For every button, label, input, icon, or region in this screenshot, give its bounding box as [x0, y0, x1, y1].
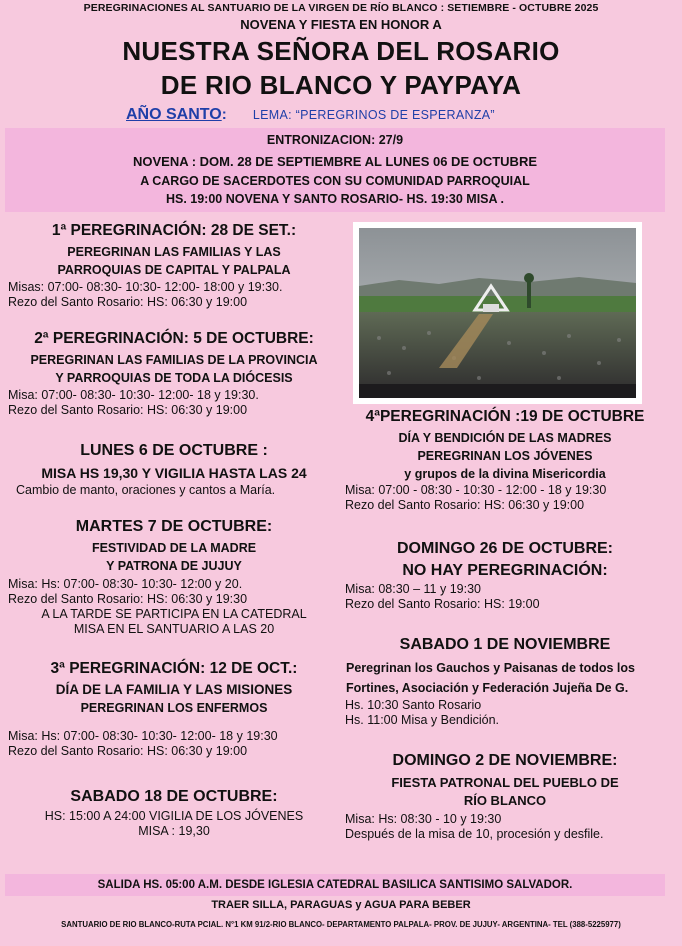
sabado-1-sub1: Peregrinan los Gauchos y Paisanas de todos los	[346, 661, 635, 675]
pilgrimage-4	[345, 408, 665, 513]
domingo-2-sub2: RÍO BLANCO	[463, 793, 547, 808]
pilgrimage-2	[8, 330, 340, 418]
pilgrimage-2-sub2: Y PARROQUIAS DE TODA LA DIÓCESIS	[55, 371, 293, 385]
pilgrimage-4-sub1: DÍA Y BENDICIÓN DE LAS MADRES	[398, 431, 612, 445]
martes-7-sub2: Y PATRONA DE JUJUY	[106, 559, 242, 573]
domingo-2-heading: DOMINGO 2 DE NOVIEMBRE:	[392, 752, 618, 769]
pilgrimage-1-sub2: PARROQUIAS DE CAPITAL Y PALPALA	[57, 263, 291, 277]
page-title-line1: NUESTRA SEÑORA DEL ROSARIO	[122, 36, 560, 66]
pilgrimage-3-sub1: DÍA DE LA FAMILIA Y LAS MISIONES	[55, 682, 293, 697]
ano-santo-label: AÑO SANTO	[126, 106, 222, 123]
sanctuary-photo	[353, 222, 642, 404]
pilgrimage-3-sub2: PEREGRINAN LOS ENFERMOS	[80, 701, 268, 715]
domingo-2-text: Después de la misa de 10, procesión y desfile.	[345, 827, 604, 841]
traer-text: TRAER SILLA, PARAGUAS y AGUA PARA BEBER	[211, 899, 471, 911]
martes-7-misa-santuario: MISA EN EL SANTUARIO A LAS 20	[73, 622, 275, 636]
lunes-6-block	[8, 442, 340, 498]
domingo-26-heading1: DOMINGO 26 DE OCTUBRE:	[396, 540, 613, 557]
pilgrimage-4-heading: 4ªPEREGRINACIÓN :19 DE OCTUBRE	[365, 408, 645, 425]
martes-7-sub1: FESTIVIDAD DE LA MADRE	[91, 541, 257, 555]
ano-santo-row	[126, 106, 495, 124]
martes-7-rezo: Rezo del Santo Rosario: HS: 06:30 y 19:30	[8, 592, 248, 606]
domingo-26-rezo: Rezo del Santo Rosario: HS: 19:00	[345, 597, 540, 611]
pilgrimage-1-misas: Misas: 07:00- 08:30- 10:30- 12:00- 18:00 y 19:30.	[8, 280, 283, 294]
pilgrimage-4-rezo: Rezo del Santo Rosario: HS: 06:30 y 19:00	[345, 498, 585, 512]
pilgrimage-2-misas: Misa: 07:00- 08:30- 10:30- 12:00- 18 y 19:30.	[8, 388, 259, 402]
pilgrimage-1-rezo: Rezo del Santo Rosario: HS: 06:30 y 19:00	[8, 295, 248, 309]
pilgrimage-2-heading: 2ª PEREGRINACIÓN: 5 DE OCTUBRE:	[34, 330, 314, 347]
pilgrimage-2-sub1: PEREGRINAN LAS FAMILIAS DE LA PROVINCIA	[30, 353, 318, 367]
pilgrimage-3-rezo: Rezo del Santo Rosario: HS: 06:30 y 19:00	[8, 744, 248, 758]
pilgrimage-2-rezo: Rezo del Santo Rosario: HS: 06:30 y 19:00	[8, 403, 248, 417]
domingo-2-misas: Misa: Hs: 08:30 - 10 y 19:30	[345, 812, 502, 826]
novena-info-band	[5, 128, 665, 212]
pilgrimage-4-misas: Misa: 07:00 - 08:30 - 10:30 - 12:00 - 18 y 19:30	[345, 483, 607, 497]
top-line: PEREGRINACIONES AL SANTUARIO DE LA VIRGEN DE RÍO BLANCO : SETIEMBRE - OCTUBRE 2025	[83, 2, 599, 14]
lunes-6-heading: LUNES 6 DE OCTUBRE :	[80, 442, 268, 459]
sabado-1-sub2: Fortines, Asociación y Federación Jujeña De G.	[346, 681, 629, 695]
sabado-18-block	[8, 788, 340, 839]
martes-7-misas: Misa: Hs: 07:00- 08:30- 10:30- 12:00 y 20.	[8, 577, 243, 591]
lunes-6-text: Cambio de manto, oraciones y cantos a María.	[16, 483, 276, 497]
sabado-1-heading: SABADO 1 DE NOVIEMBRE	[399, 636, 611, 653]
salida-band: SALIDA HS. 05:00 A.M. DESDE IGLESIA CATEDRAL BASILICA SANTISIMO SALVADOR.	[5, 874, 665, 896]
pilgrimage-3	[8, 660, 340, 759]
martes-7-heading: MARTES 7 DE OCTUBRE:	[75, 518, 273, 535]
pilgrimage-1-heading: 1ª PEREGRINACIÓN: 28 DE SET.:	[51, 222, 297, 239]
domingo-2-sub1: FIESTA PATRONAL DEL PUEBLO DE	[391, 775, 619, 790]
sabado-1-text1: Hs. 10:30 Santo Rosario	[345, 698, 482, 712]
martes-7-tarde: A LA TARDE SE PARTICIPA EN LA CATEDRAL	[41, 607, 307, 621]
sabado-1-block	[345, 636, 665, 728]
lema-text: LEMA: “PEREGRINOS DE ESPERANZA”	[252, 108, 495, 122]
pilgrimage-1	[8, 222, 340, 310]
pilgrimage-4-sub3: y grupos de la divina Misericordia	[404, 467, 606, 481]
novena-schedule: HS. 19:00 NOVENA Y SANTO ROSARIO- HS. 19:30 MISA .	[165, 192, 505, 206]
ano-santo-colon: :	[221, 106, 227, 123]
domingo-2-block	[345, 752, 665, 842]
page-title-line2: DE RIO BLANCO Y PAYPAYA	[160, 70, 522, 100]
entronizacion-text: ENTRONIZACION: 27/9	[266, 133, 404, 147]
sabado-18-text1: HS: 15:00 A 24:00 VIGILIA DE LOS JÓVENES	[44, 809, 304, 823]
domingo-26-heading2: NO HAY PEREGRINACIÓN:	[402, 562, 608, 579]
novena-cargo: A CARGO DE SACERDOTES CON SU COMUNIDAD PARROQUIAL	[140, 174, 530, 188]
pilgrimage-4-sub2: PEREGRINAN LOS JÓVENES	[417, 449, 593, 463]
sabado-1-text2: Hs. 11:00 Misa y Bendición.	[345, 713, 500, 727]
footer-address: SANTUARIO DE RIO BLANCO-RUTA PCIAL. N°1 KM 91/2-RIO BLANCO- DEPARTAMENTO PALPALA- PROV. DE JUJUY- ARGENTINA- TEL (388-5225977)	[61, 920, 621, 929]
sabado-18-text2: MISA : 19,30	[138, 824, 210, 838]
martes-7-block	[8, 518, 340, 637]
domingo-26-misas: Misa: 08:30 – 11 y 19:30	[345, 582, 481, 596]
lunes-6-sub: MISA HS 19,30 Y VIGILIA HASTA LAS 24	[41, 465, 307, 481]
sabado-18-heading: SABADO 18 DE OCTUBRE:	[70, 788, 278, 805]
pilgrimage-1-sub1: PEREGRINAN LAS FAMILIAS Y LAS	[67, 245, 281, 259]
novena-subtitle: NOVENA Y FIESTA EN HONOR A	[240, 17, 442, 32]
pilgrimage-3-heading: 3ª PEREGRINACIÓN: 12 DE OCT.:	[50, 660, 298, 677]
pilgrimage-3-misas: Misa: Hs: 07:00- 08:30- 10:30- 12:00- 18 y 19:30	[8, 729, 278, 743]
domingo-26-block	[345, 540, 665, 612]
novena-dates: NOVENA : DOM. 28 DE SEPTIEMBRE AL LUNES 06 DE OCTUBRE	[132, 154, 538, 169]
